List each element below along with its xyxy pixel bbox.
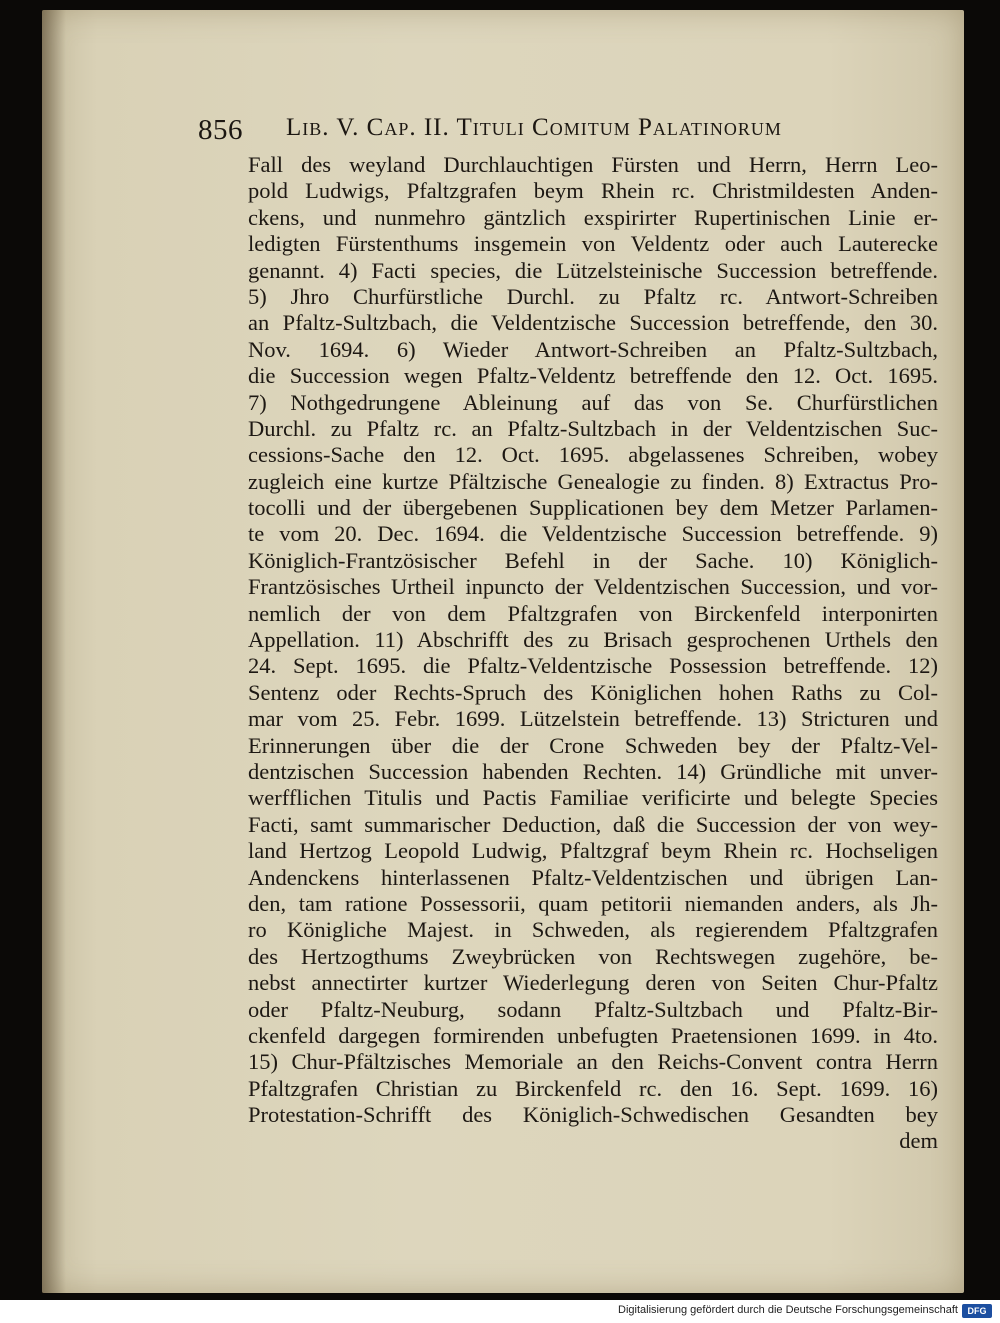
text-line: Nov. 1694. 6) Wieder Antwort-Schreiben an Pfaltz-Sultzbach,: [248, 336, 938, 362]
text-line: 5) Jhro Churfürstliche Durchl. zu Pfaltz rc. Antwort-Schreiben: [248, 283, 938, 309]
text-line: ckens, und nunmehro gäntzlich exspirirter Rupertinischen Linie er-: [248, 204, 938, 230]
page-number: 856: [198, 114, 243, 146]
text-line: 15) Chur-Pfältzisches Memoriale an den Reichs-Convent contra Herrn: [248, 1049, 938, 1075]
text-line: die Succession wegen Pfaltz-Veldentz betreffende den 12. Oct. 1695.: [248, 363, 938, 389]
text-line: pold Ludwigs, Pfaltzgrafen beym Rhein rc. Christmildesten Anden-: [248, 178, 938, 204]
text-line: Durchl. zu Pfaltz rc. an Pfaltz-Sultzbach in der Veldentzischen Suc-: [248, 415, 938, 441]
text-line: ledigten Fürstenthums insgemein von Veldentz oder auch Lauterecke: [248, 231, 938, 257]
catchword: dem: [899, 1128, 938, 1154]
text-line: zugleich eine kurtze Pfältzische Genealogie zu finden. 8) Extractus Pro-: [248, 468, 938, 494]
page-header: [198, 108, 918, 152]
text-line: Andenckens hinterlassenen Pfaltz-Veldentzischen und übrigen Lan-: [248, 864, 938, 890]
text-line: Facti, samt summarischer Deduction, daß die Succession der von wey-: [248, 811, 938, 837]
text-line: Frantzösisches Urtheil inpuncto der Veldentzischen Succession, und vor-: [248, 574, 938, 600]
digitization-footer: [0, 1300, 1000, 1323]
text-line: te vom 20. Dec. 1694. die Veldentzische Succession betreffende. 9): [248, 521, 938, 547]
text-line: dentzischen Succession habenden Rechten. 14) Gründliche mit unver-: [248, 758, 938, 784]
text-line: 24. Sept. 1695. die Pfaltz-Veldentzische Possession betreffende. 12): [248, 653, 938, 679]
text-line: Pfaltzgrafen Christian zu Birckenfeld rc. den 16. Sept. 1699. 16): [248, 1075, 938, 1101]
text-line: ckenfeld dargegen formirenden unbefugten Praetensionen 1699. in 4to.: [248, 1022, 938, 1048]
text-line: mar vom 25. Febr. 1699. Lützelstein betreffende. 13) Stricturen und: [248, 706, 938, 732]
text-line: des Hertzogthums Zweybrücken von Rechtswegen zugehöre, be-: [248, 943, 938, 969]
text-line: genannt. 4) Facti species, die Lützelsteinische Succession betreffende.: [248, 257, 938, 283]
text-line: Erinnerungen über die der Crone Schweden bey der Pfaltz-Vel-: [248, 732, 938, 758]
text-line: land Hertzog Leopold Ludwig, Pfaltzgraf beym Rhein rc. Hochseligen: [248, 838, 938, 864]
text-line: Fall des weyland Durchlauchtigen Fürsten und Herrn, Herrn Leo-: [248, 152, 938, 177]
text-line: Protestation-Schrifft des Königlich-Schwedischen Gesandten bey: [248, 1102, 938, 1128]
running-head: Lib. V. Cap. II. Tituli Comitum Palatinorum: [286, 114, 782, 141]
text-line: an Pfaltz-Sultzbach, die Veldentzische Succession betreffende, den 30.: [248, 310, 938, 336]
text-line: 7) Nothgedrungene Ableinung auf das von Se. Churfürstlichen: [248, 389, 938, 415]
text-line: nebst annectirter kurtzer Wiederlegung deren von Seiten Chur-Pfaltz: [248, 970, 938, 996]
text-line: Appellation. 11) Abschrifft des zu Brisach gesprochenen Urthels den: [248, 627, 938, 653]
text-line: oder Pfaltz-Neuburg, sodann Pfaltz-Sultzbach und Pfaltz-Bir-: [248, 996, 938, 1022]
text-line: den, tam ratione Possessorii, quam petitorii niemanden anders, als Jh-: [248, 890, 938, 916]
text-line: cessions-Sache den 12. Oct. 1695. abgelassenes Schreiben, wobey: [248, 442, 938, 468]
funding-credit: Digitalisierung gefördert durch die Deutsche Forschungsgemeinschaft: [618, 1304, 958, 1316]
text-line: werfflichen Titulis und Pactis Familiae verificirte und belegte Species: [248, 785, 938, 811]
text-line: Sentenz oder Rechts-Spruch des Königlichen hohen Raths zu Col-: [248, 679, 938, 705]
text-line: tocolli und der übergebenen Supplicationen bey dem Metzer Parlamen-: [248, 495, 938, 521]
text-line: nemlich der von dem Pfaltzgrafen von Birckenfeld interponirten: [248, 600, 938, 626]
text-line: Königlich-Frantzösischer Befehl in der Sache. 10) Königlich-: [248, 547, 938, 573]
body-text: [248, 152, 938, 1155]
dfg-logo-icon: DFG: [962, 1304, 992, 1318]
text-line: ro Königliche Majest. in Schweden, als regierendem Pfaltzgrafen: [248, 917, 938, 943]
